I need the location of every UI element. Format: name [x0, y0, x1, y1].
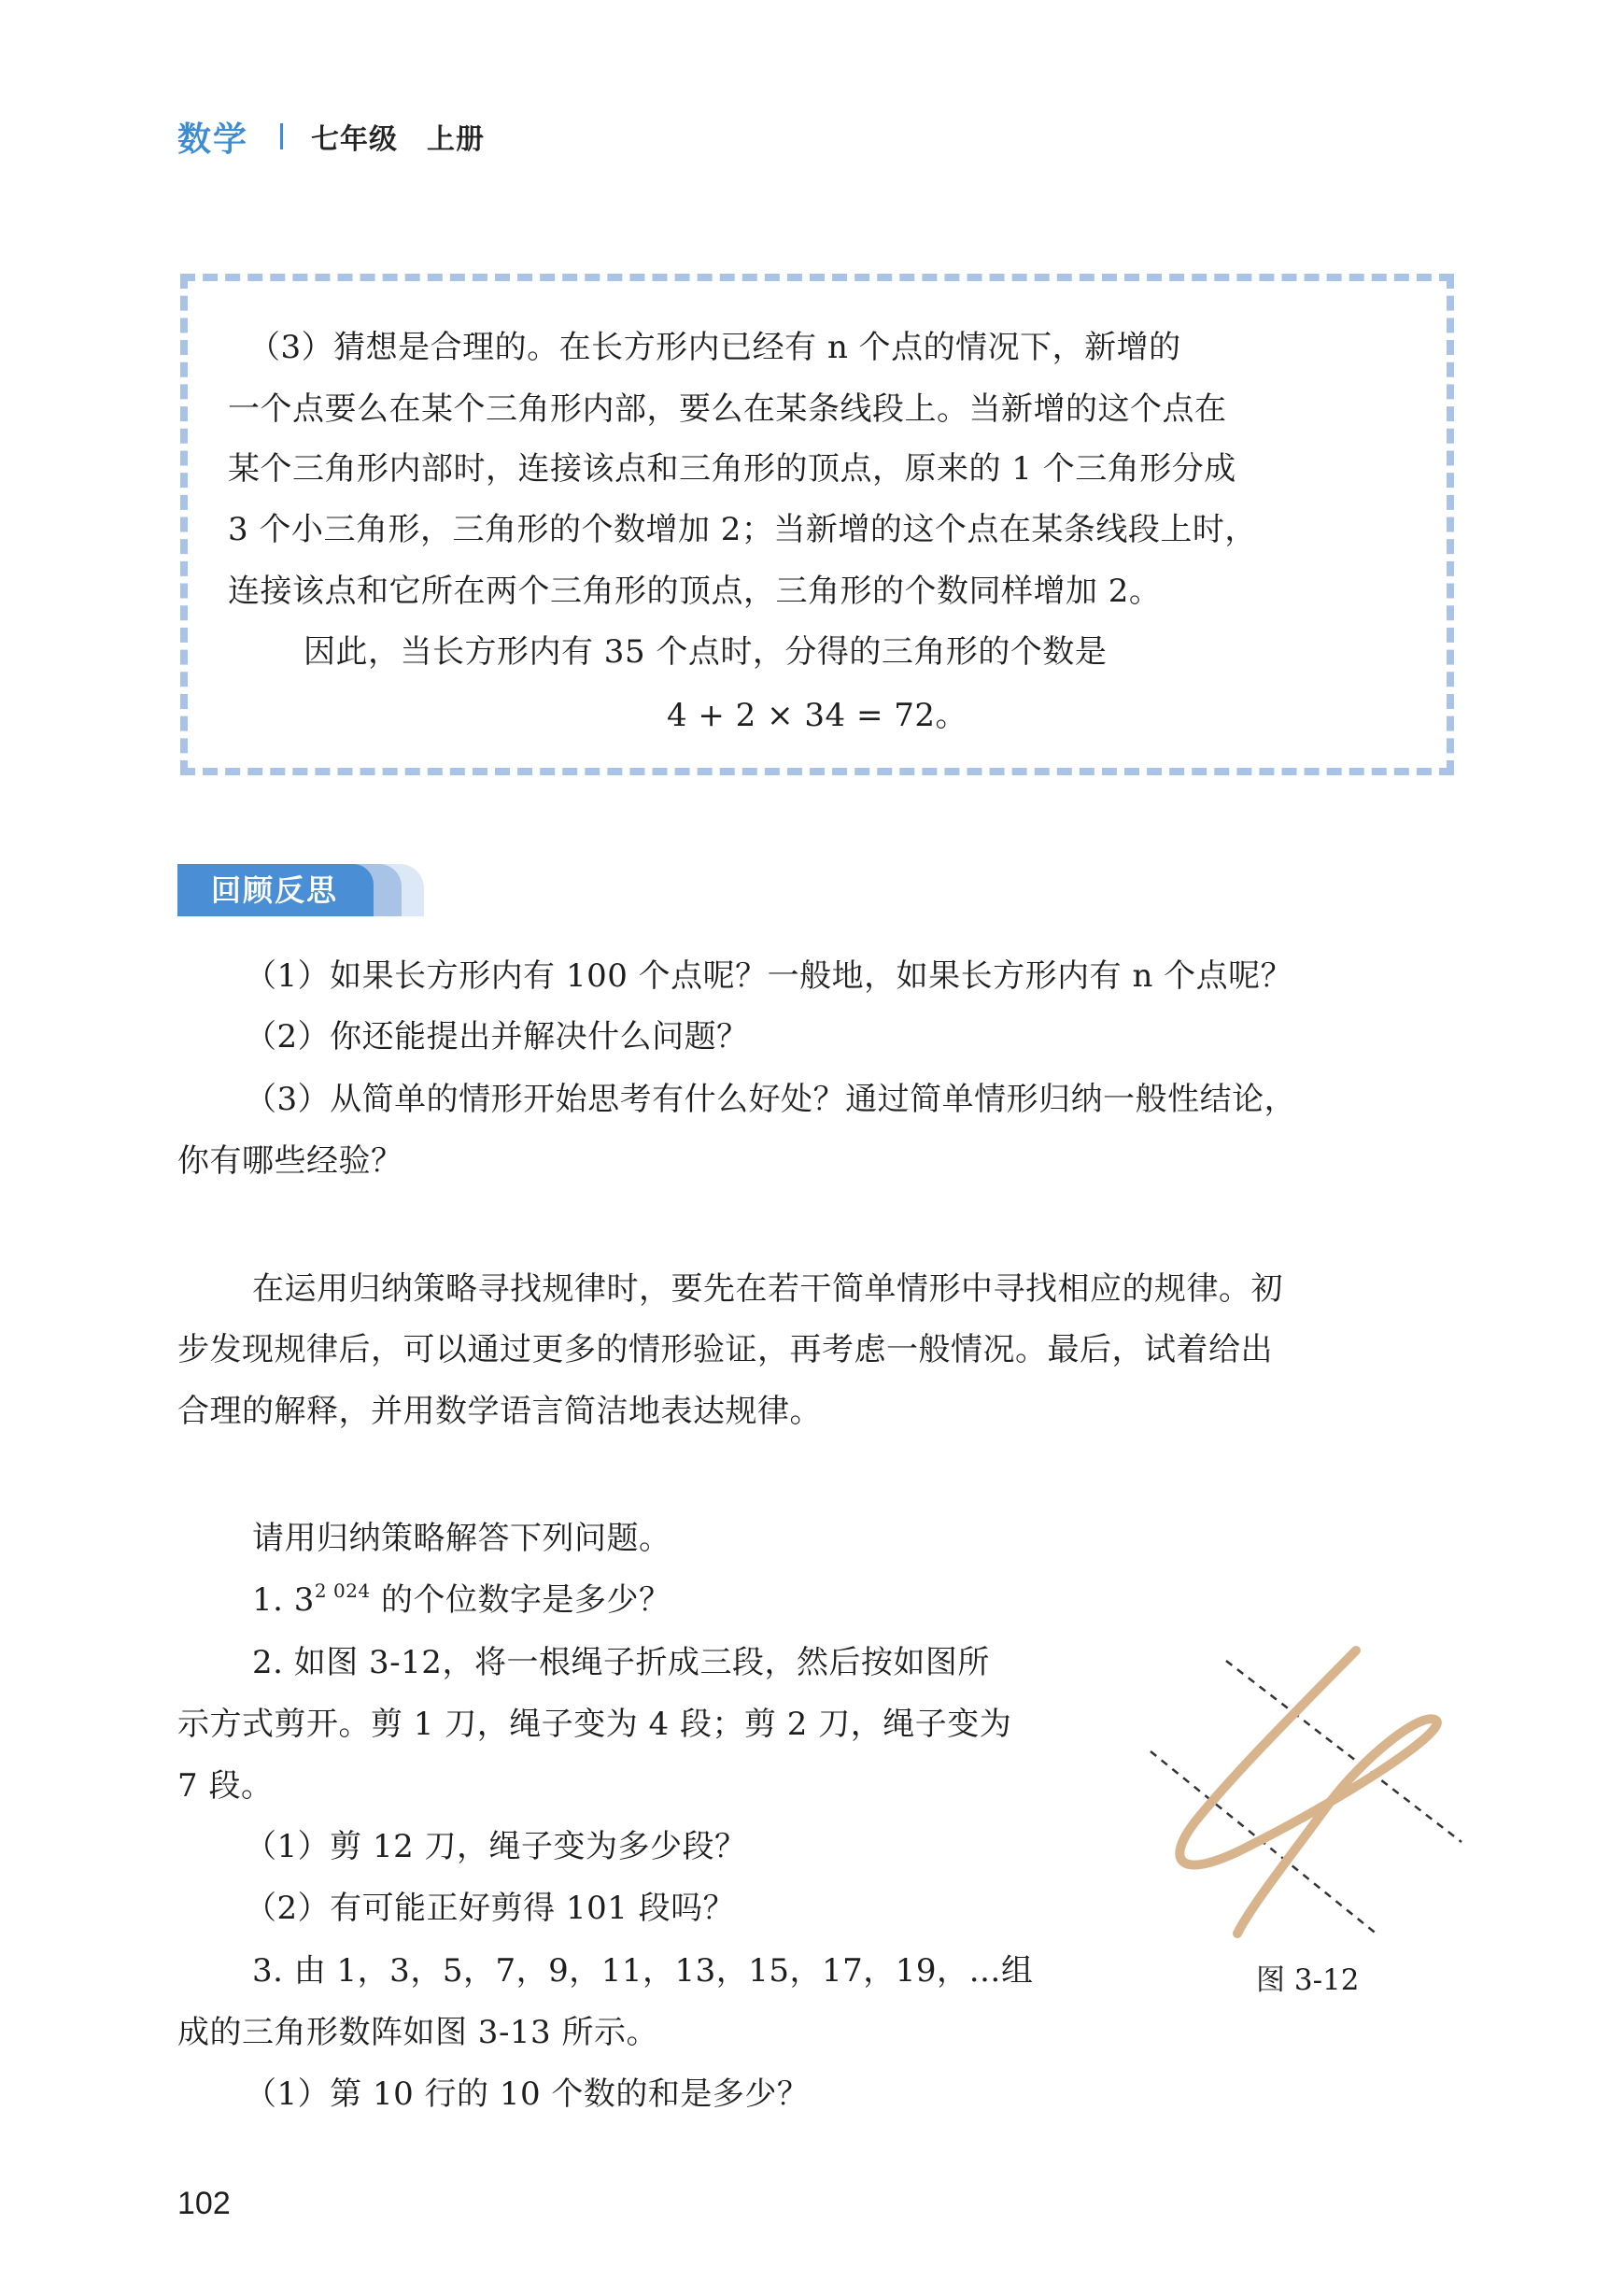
subject-title: 数学 [177, 120, 249, 159]
solution-line: 一个点要么在某个三角形内部，要么在某条线段上。当新增的这个点在 [228, 390, 1227, 428]
review-line: 你有哪些经验？ [177, 1142, 403, 1180]
exercise-q2-sub: （2）有可能正好剪得 101 段吗？ [245, 1890, 736, 1927]
solution-line: 3 个小三角形，三角形的个数增加 2；当新增的这个点在某条线段上时， [228, 511, 1257, 548]
exercise-q2-line: 示方式剪开。剪 1 刀，绳子变为 4 段；剪 2 刀，绳子变为 [177, 1706, 1012, 1743]
exercise-q3-sub: （1）第 10 行的 10 个数的和是多少？ [245, 2075, 810, 2113]
exercise-q1: 1. $3^{2 024}$ 的个位数字是多少？ [252, 1580, 671, 1619]
summary-line: 在运用归纳策略寻找规律时，要先在若干简单情形中寻找相应的规律。初 [252, 1270, 1283, 1308]
review-line: （2）你还能提出并解决什么问题？ [245, 1018, 749, 1055]
exercise-intro: 请用归纳策略解答下列问题。 [252, 1520, 671, 1557]
review-heading [177, 864, 425, 916]
solution-formula: 4 + 2 × 34 = 72。 [666, 697, 968, 734]
exercise-q3-line: 3. 由 1，3，5，7，9，11，13，15，17，19，…组 [252, 1952, 1034, 1990]
solution-line: 连接该点和它所在两个三角形的顶点，三角形的个数同样增加 2。 [228, 573, 1162, 610]
page-header [177, 110, 485, 163]
solution-line: 因此，当长方形内有 35 个点时，分得的三角形的个数是 [304, 633, 1108, 671]
review-line: （1）如果长方形内有 100 个点呢？一般地，如果长方形内有 n 个点呢？ [245, 957, 1293, 995]
exercise-q3-line: 成的三角形数阵如图 3-13 所示。 [177, 2014, 658, 2051]
exponent: 2 024 [314, 1580, 371, 1602]
summary-line: 合理的解释，并用数学语言简洁地表达规律。 [177, 1393, 822, 1430]
page-number: 102 [177, 2186, 231, 2221]
summary-line: 步发现规律后，可以通过更多的情形验证，再考虑一般情况。最后，试着给出 [177, 1331, 1273, 1368]
solution-line: 某个三角形内部时，连接该点和三角形的顶点，原来的 1 个三角形分成 [228, 450, 1236, 488]
grade-label: 七年级 上册 [311, 123, 486, 156]
review-title: 回顾反思 [211, 872, 339, 908]
exercise-q2-line: 2. 如图 3-12，将一根绳子折成三段，然后按如图所 [252, 1644, 990, 1681]
solution-line: （3）猜想是合理的。在长方形内已经有 n 个点的情况下，新增的 [248, 329, 1181, 366]
exercise-q2-line: 7 段。 [177, 1767, 274, 1805]
review-line: （3）从简单的情形开始思考有什么好处？通过简单情形归纳一般性结论， [245, 1081, 1297, 1118]
header-divider [280, 123, 283, 149]
exercise-q2-sub: （1）剪 12 刀，绳子变为多少段？ [245, 1828, 747, 1865]
figure-caption: 图 3-12 [1256, 1963, 1360, 1997]
rope-figure [1139, 1635, 1476, 1952]
